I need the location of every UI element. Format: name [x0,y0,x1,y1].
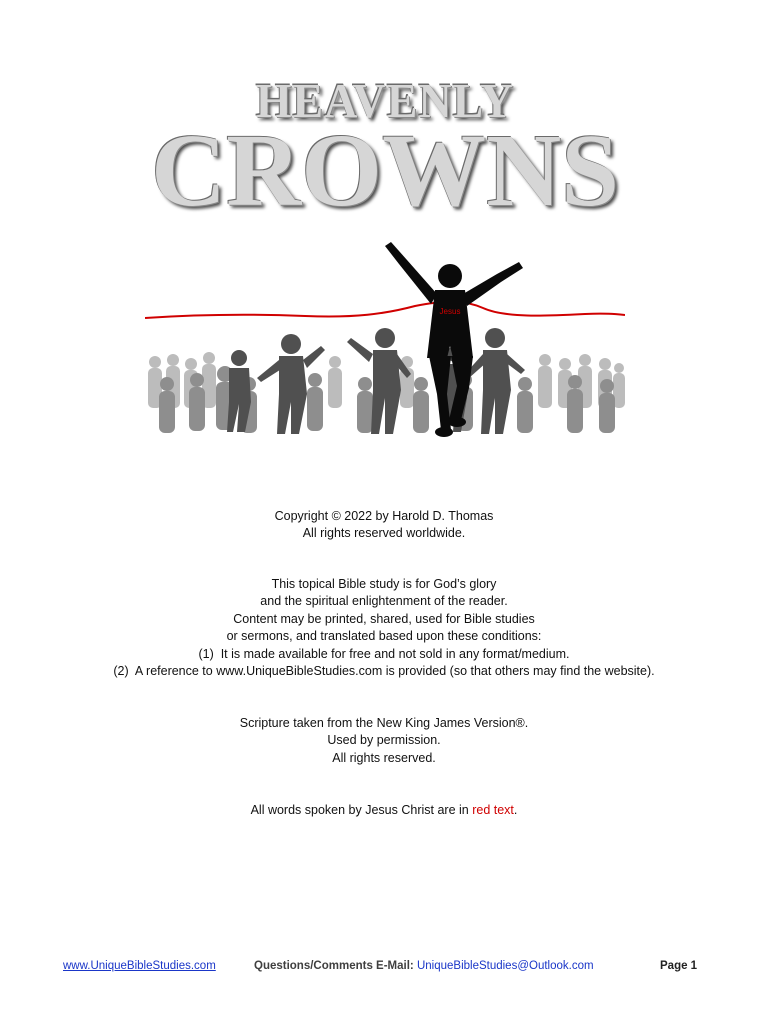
rights-line: All rights reserved worldwide. [302,526,466,541]
questions-colon: : [409,960,417,972]
purpose-line-2: and the spiritual enlightenment of the reader. [260,594,508,609]
crowd-front [227,328,525,434]
copyright-block [0,508,768,543]
condition-2: (2) A reference to www.UniqueBibleStudies.com is provided (so that others may find the website). [113,664,655,679]
condition-1: (1) It is made available for free and not sold in any format/medium. [198,646,570,661]
red-note-prefix: All words spoken by Jesus Christ are in [250,803,473,817]
red-note-suffix: . [513,803,518,817]
red-text-note [0,802,768,819]
page-footer [0,960,768,980]
red-note-red-text: red text [472,803,514,817]
scripture-line-1: Scripture taken from the New King James Version®. [239,716,529,730]
cover-title-crowns: CROWNS [150,113,620,228]
ribbon-text: Jesus [439,307,461,316]
scripture-notice [0,715,768,767]
website-link[interactable]: www.UniqueBibleStudies.com [63,960,216,972]
purpose-line-4: or sermons, and translated based upon these conditions: [226,629,542,644]
scripture-line-3: All rights reserved. [332,750,436,765]
questions-label: Questions/Comments E-Mail [254,960,410,972]
cover-title-heavenly: HEAVENLY [255,73,515,128]
finish-ribbon [145,302,625,318]
questions-contact [254,960,594,972]
scripture-line-2: Used by permission. [327,733,441,748]
runners-illustration [145,234,625,440]
page-number: Page 1 [660,960,698,972]
copyright-line: Copyright © 2022 by Harold D. Thomas [274,509,494,523]
purpose-line-1: This topical Bible study is for God’s glory [271,577,497,591]
usage-terms-block [0,576,768,680]
email-link[interactable]: UniqueBibleStudies@Outlook.com [416,960,594,972]
purpose-line-3: Content may be printed, shared, used for Bible studies [233,611,535,626]
cover-image [145,62,625,440]
